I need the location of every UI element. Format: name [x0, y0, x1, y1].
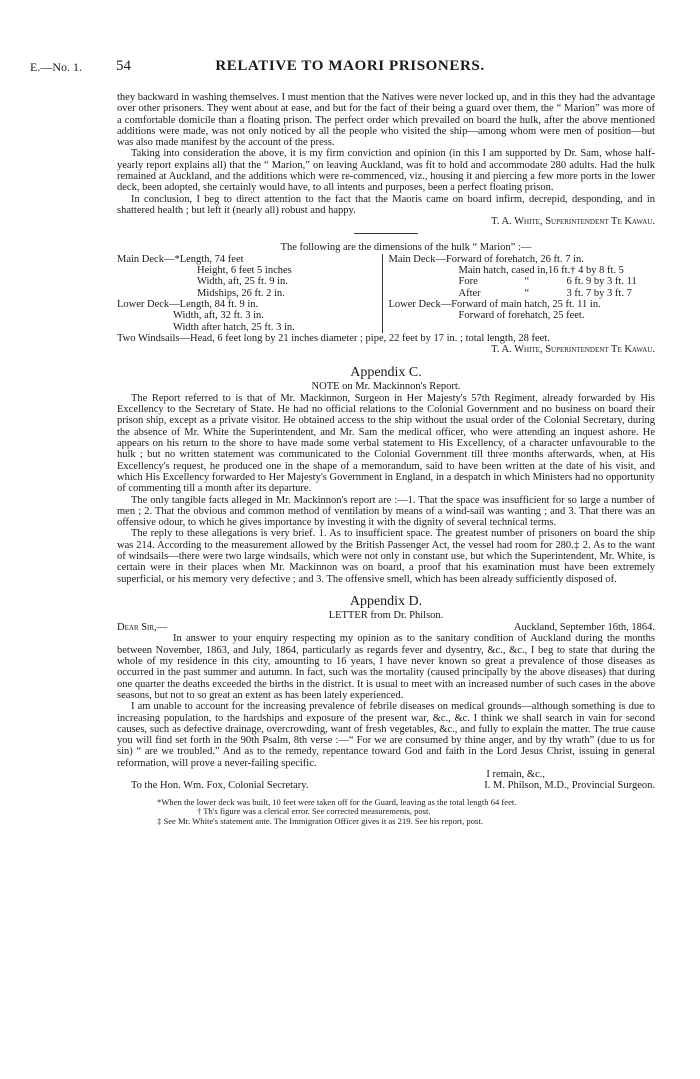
dimension-line: Lower Deck—Forward of main hatch, 25 ft. 11 in. [388, 299, 601, 311]
report-signature: T. A. White, Superintendent Te Kawau. [491, 216, 655, 228]
letter-closing: I remain, &c., [486, 769, 545, 781]
page-number: 54 [116, 58, 131, 74]
hatch-name: Fore [458, 276, 478, 288]
letter-paragraph: I am unable to account for the increasing prevalence of febrile diseases on medical grounds—although something is due to increasing population, to the hardships and exposure of the present war, &c., &c. I think we shall search in vain for second causes, such as defective drainage, overcrowding, want of fresh vegetables, &c., and fully to explain the matter. The true cause you will find set forth in the 90th Psalm, 8th verse :—“ For we are consumed by thine anger, and by thy wrath” (due to us for sin) “ are we troubled.” And as to the remedy, repentance toward God and faith in the Lord Jesus Christ, issuing in general reformation, will prove a never-failing specific. [117, 701, 655, 769]
dimension-line: Main Deck—Forward of forehatch, 26 ft. 7 in. [388, 253, 584, 265]
hatch-size: 6 ft. 9 by 3 ft. 11 [566, 276, 637, 288]
footnote: *When the lower deck was built, 10 feet were taken off for the Guard, leaving as the total length 64 feet. [157, 796, 517, 807]
letter-heading [117, 622, 655, 633]
appendix-c-subtitle: NOTE on Mr. Mackinnon's Report. [311, 380, 461, 392]
appendix-d-subtitle: LETTER from Dr. Philson. [328, 609, 444, 621]
dimensions-left-column [117, 254, 382, 333]
report-paragraph: Taking into consideration the above, it is my firm conviction and opinion (in this I am supported by Dr. Sam, whose half-yearly report explains all) that the “ Marion,” on leaving Auckland, was fit to hold and accommodate 280 adults. Had the hulk remained at Auckland, and the additions which were re-commenced, viz., housing it and piercing a few more ports in the lower deck, been adopted, she certainly would have, to all intents and purposes, been a perfect floating prison. [117, 148, 655, 194]
running-title: RELATIVE TO MAORI PRISONERS. [215, 58, 485, 74]
dimension-line: Lower Deck—Length, 84 ft. 9 in. [117, 299, 259, 311]
ditto-mark: “ [524, 287, 530, 299]
report-paragraph: they backward in washing themselves. I must mention that the Natives were never locked up, and in this they had the advantage over other prisoners. They went about at ease, and but for the fact of their being a guard over them, the “ Marion” was more of a comfortable domicile than a floating prison. The perfect order which prevailed on board the hulk, after the above mentioned additions were made, was not only noticed by all the people who visited the ship—among whom were men of position—but was also made manifest by the account of the press. [117, 92, 655, 149]
dimensions-right-column [382, 254, 655, 333]
footnotes [117, 798, 655, 827]
hulk-dimensions-section [117, 242, 655, 356]
dimension-line: Main Deck—*Length, 74 feet [117, 253, 244, 265]
dimension-line: Width, aft, 32 ft. 3 in. [173, 310, 264, 322]
page-body [117, 92, 655, 827]
dimension-line: Main hatch, cased in,16 ft.† 4 by 8 ft. 5 [458, 265, 624, 277]
appendix-c-paragraph: The Report referred to is that of Mr. Mackinnon, Surgeon in Her Majesty's 57th Regiment, already forwarded by His Excellency to the Secretary of State. He had no official relations to the Colonial Government and no business on board their prison ship, except as a private visitor. He obtained access to the ship without the usual order of the Colonial Secretary, during the absence of Mr. White the Superintendent, and Mr. Sam the medical officer, who were attending an inquest ashore. He appears on his return to the shore to have made some verbal statement to His Excellency, of a character unfavourable to the hulk ; but no written statement was communicated to the Colonial Government till three months afterwards, when, at His Excellency's request, he produced one in the shape of a memorandum, said to have been written at the date of his visit, and which His Excellency forwarded to Her Majesty's Government in England, in a despatch in which Ministers had no opportunity of commenting till a month after its departure. [117, 392, 655, 495]
page-header [30, 58, 670, 78]
report-paragraph: In conclusion, I beg to direct attention to the fact that the Maoris came on board infirm, decrepid, desponding, and in shattered health ; but left it (nearly all) robust and happy. [117, 193, 655, 216]
document-reference: E.—No. 1. [30, 60, 82, 74]
dimension-line: Midships, 26 ft. 2 in. [197, 287, 285, 299]
appendix-d-section [117, 594, 655, 792]
dimension-line: Forward of forehatch, 25 feet. [458, 310, 585, 322]
dimension-line: Width, aft, 25 ft. 9 in. [197, 276, 288, 288]
footnote: † Th's figure was a clerical error. See corrected measurements, post. [197, 806, 431, 817]
letter-paragraph: In answer to your enquiry respecting my opinion as to the sanitary condition of Auckland during the months between November, 1863, and July, 1864, particularly as regards fever and dysentry, &c., &c., I beg to state that during the whole of my residence in this city, amounting to 16 years, I have never known so great a prevalence of those diseases as occurred in the past summer and autumn. In fact, such was the mortality (caused principally by the above diseases) that during one quarter the deaths exceeded the births in the district. It is usual to meet with an increased number of such cases in the above seasons, but not to so great an extent as has been lately experienced. [117, 633, 655, 701]
appendix-c-section [117, 365, 655, 585]
appendix-c-paragraph: The only tangible facts alleged in Mr. Mackinnon's report are :—1. That the space was insufficient for so large a number of men ; 2. That the obvious and common method of ventilation by means of a wind-sail was wanting ; and 3. That there was an offensive odour, to which he gives importance by investing it with the dignity of several technical terms. [117, 494, 655, 529]
dimension-line [389, 276, 655, 287]
white-report-section [117, 92, 655, 228]
windsails-line: Two Windsails—Head, 6 feet long by 21 inches diameter ; pipe, 22 feet by 17 in. ; total length, 28 feet. [117, 332, 550, 344]
dimension-line [389, 288, 655, 299]
footnote: ‡ See Mr. White's statement ante. The Immigration Officer gives it as 219. See his report, post. [157, 816, 483, 827]
letter-date: Auckland, September 16th, 1864. [513, 622, 655, 634]
appendix-c-title: Appendix C. [350, 364, 422, 380]
letter-signature-row [117, 780, 655, 791]
dimension-line: Height, 6 feet 5 inches [197, 265, 292, 277]
appendix-c-paragraph: The reply to these allegations is very brief. 1. As to insufficient space. The greatest number of prisoners on board the ship was 214. According to the measurement allowed by the British Passenger Act, the vessel had room for 280.‡ 2. As to the want of windsails—there were two large windsails, which were not only in constant use, but which the Superintendent, Mr. White, is certain were in their places when Mr. Mackinnon was on board, a proof that his examination must have been extremely superficial, or his memory very defective ; and 3. The offensive smell, which has been already sufficiently disposed of. [117, 528, 655, 585]
letter-salutation: Dear Sir,— [117, 622, 168, 634]
dimension-line: Width after hatch, 25 ft. 3 in. [173, 321, 295, 333]
section-divider [354, 233, 418, 234]
appendix-d-title: Appendix D. [349, 593, 423, 609]
dimensions-intro: The following are the dimensions of the hulk “ Marion” :— [280, 241, 532, 253]
letter-signature: I. M. Philson, M.D., Provincial Surgeon. [484, 780, 655, 792]
dimensions-table [117, 254, 655, 333]
letter-addressee: To the Hon. Wm. Fox, Colonial Secretary. [131, 780, 309, 792]
dimensions-signature: T. A. White, Superintendent Te Kawau. [491, 344, 655, 356]
hatch-size: 3 ft. 7 by 3 ft. 7 [566, 287, 632, 299]
ditto-mark: “ [524, 276, 530, 288]
hatch-name: After [458, 287, 481, 299]
